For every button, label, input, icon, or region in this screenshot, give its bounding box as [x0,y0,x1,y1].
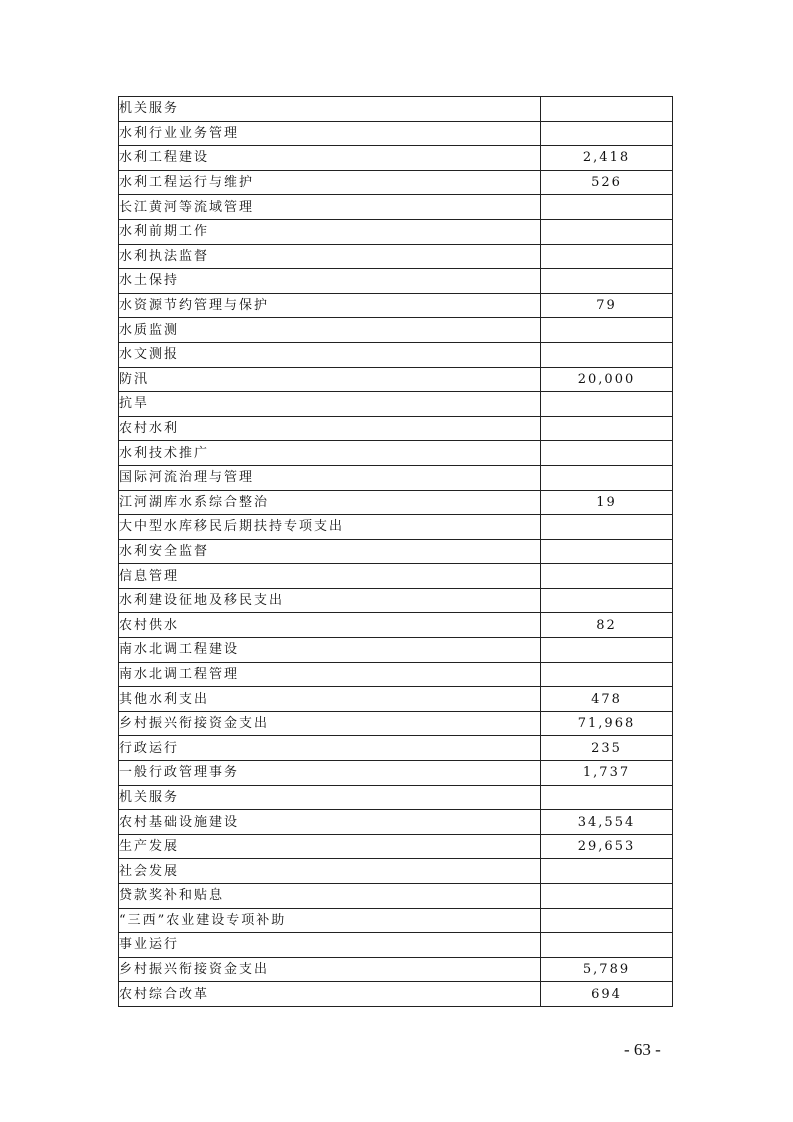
item-name: 水利工程运行与维护 [119,170,541,195]
item-name: 信息管理 [119,564,541,589]
table-row [119,97,673,122]
table-row [119,933,673,958]
table-row [119,465,673,490]
budget-table [118,96,673,1007]
item-name: 水文测报 [119,342,541,367]
item-name: 水土保持 [119,269,541,294]
item-name: 水资源节约管理与保护 [119,293,541,318]
table-row [119,416,673,441]
item-amount: 19 [541,490,673,515]
item-amount [541,884,673,909]
table-row [119,367,673,392]
item-amount [541,859,673,884]
item-name: 防汛 [119,367,541,392]
item-amount: 79 [541,293,673,318]
item-name: 农村供水 [119,613,541,638]
table-row [119,810,673,835]
item-amount [541,515,673,540]
item-name: 国际河流治理与管理 [119,465,541,490]
item-amount: 2,418 [541,146,673,171]
table-row [119,884,673,909]
item-amount [541,269,673,294]
item-amount: 71,968 [541,711,673,736]
table-row [119,982,673,1007]
item-amount [541,588,673,613]
table-row [119,441,673,466]
table-row [119,490,673,515]
table-row [119,859,673,884]
item-amount [541,416,673,441]
item-name: 水利建设征地及移民支出 [119,588,541,613]
item-name: 长江黄河等流域管理 [119,195,541,220]
table-row [119,244,673,269]
item-name: 乡村振兴衔接资金支出 [119,957,541,982]
item-name: 农村综合改革 [119,982,541,1007]
item-amount: 235 [541,736,673,761]
item-name: “三西”农业建设专项补助 [119,908,541,933]
item-amount [541,318,673,343]
table-row [119,613,673,638]
item-amount [541,121,673,146]
table-row [119,539,673,564]
item-name: 乡村振兴衔接资金支出 [119,711,541,736]
item-amount: 20,000 [541,367,673,392]
table-row [119,761,673,786]
table-row [119,711,673,736]
table-row [119,736,673,761]
item-amount [541,392,673,417]
table-row [119,342,673,367]
table-row [119,785,673,810]
table-row [119,146,673,171]
table-row [119,219,673,244]
item-amount [541,933,673,958]
item-name: 南水北调工程管理 [119,662,541,687]
item-amount: 526 [541,170,673,195]
item-amount: 29,653 [541,834,673,859]
item-name: 水利安全监督 [119,539,541,564]
item-name: 水利工程建设 [119,146,541,171]
item-amount: 34,554 [541,810,673,835]
item-amount: 82 [541,613,673,638]
item-name: 水质监测 [119,318,541,343]
table-row [119,318,673,343]
table-row [119,170,673,195]
item-name: 农村基础设施建设 [119,810,541,835]
item-amount: 5,789 [541,957,673,982]
item-name: 江河湖库水系综合整治 [119,490,541,515]
item-name: 抗旱 [119,392,541,417]
item-amount [541,342,673,367]
item-name: 机关服务 [119,785,541,810]
item-amount [541,539,673,564]
table-row [119,293,673,318]
item-amount [541,638,673,663]
item-name: 事业运行 [119,933,541,958]
item-name: 其他水利支出 [119,687,541,712]
item-amount [541,219,673,244]
item-name: 水利行业业务管理 [119,121,541,146]
item-amount [541,564,673,589]
item-name: 一般行政管理事务 [119,761,541,786]
table-row [119,195,673,220]
table-row [119,908,673,933]
item-name: 社会发展 [119,859,541,884]
item-amount [541,662,673,687]
item-amount [541,97,673,122]
item-amount [541,465,673,490]
item-name: 机关服务 [119,97,541,122]
item-amount [541,195,673,220]
item-name: 行政运行 [119,736,541,761]
item-name: 贷款奖补和贴息 [119,884,541,909]
item-amount [541,244,673,269]
table-row [119,515,673,540]
item-amount: 478 [541,687,673,712]
table-row [119,834,673,859]
item-amount: 694 [541,982,673,1007]
table-row [119,392,673,417]
item-name: 生产发展 [119,834,541,859]
table-row [119,687,673,712]
item-name: 水利执法监督 [119,244,541,269]
table-row [119,957,673,982]
item-name: 大中型水库移民后期扶持专项支出 [119,515,541,540]
table-row [119,121,673,146]
item-name: 南水北调工程建设 [119,638,541,663]
page-number: - 63 - [624,1040,661,1059]
item-amount [541,785,673,810]
item-name: 农村水利 [119,416,541,441]
table-row [119,662,673,687]
item-name: 水利技术推广 [119,441,541,466]
item-name: 水利前期工作 [119,219,541,244]
item-amount: 1,737 [541,761,673,786]
table-row [119,638,673,663]
table-row [119,588,673,613]
item-amount [541,908,673,933]
table-row [119,564,673,589]
table-row [119,269,673,294]
item-amount [541,441,673,466]
